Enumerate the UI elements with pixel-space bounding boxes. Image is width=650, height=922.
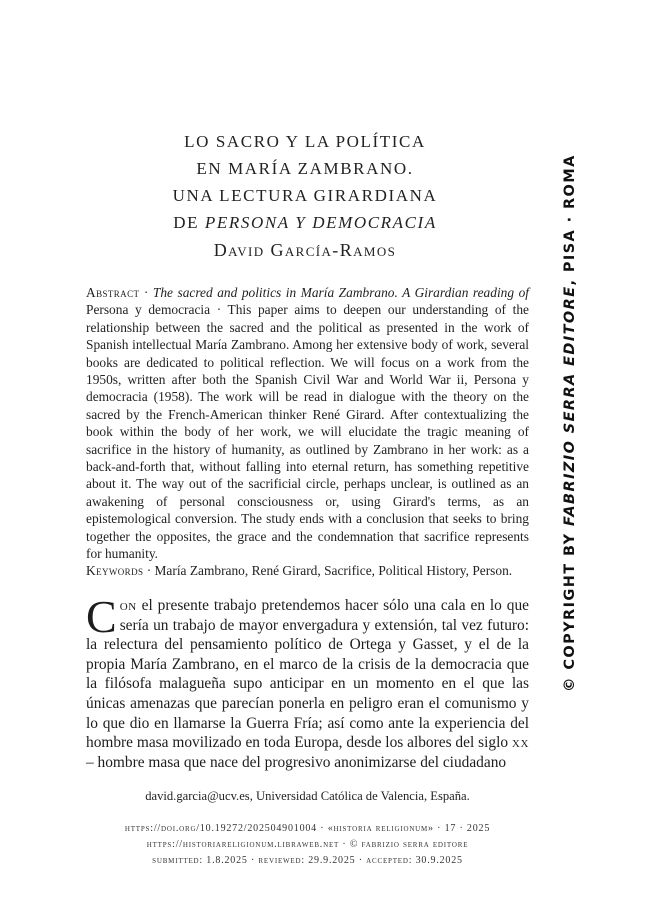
drop-cap: C <box>86 591 117 642</box>
title-line-4-prefix: DE <box>173 213 205 232</box>
century-numeral: xx <box>511 734 529 752</box>
author-affiliation-footnote: david.garcia@ucv.es, Universidad Católica de Valencia, España. <box>145 789 470 803</box>
keywords-label: Keywords <box>86 563 144 578</box>
author-name: David García-Ramos <box>213 240 397 260</box>
article-title <box>120 128 490 236</box>
title-line-3: UNA LECTURA GIRARDIANA <box>172 186 438 205</box>
abstract <box>86 284 529 563</box>
abstract-english-title: The sacred and politics in María Zambrano. A Girardian reading of <box>152 285 529 300</box>
body-text-a: el presente trabajo pretendemos hacer sólo una cala en lo que sería un trabajo de mayor envergadura y extensión, tal vez futuro: la relectura del pensamiento político de Ortega y Gasset, y el de la propia María Zambrano, en el marco de la crisis de la democracia que la filósofa malagueña supo anticipar en un momento en el que las únicas amenazas que parecían ponerla en peligro eran el comunismo y lo que dio en llamarse la Guerra Fría; así como ante la experiencia del hombre masa movilizado en toda Europa, desde los albores del siglo <box>86 597 529 752</box>
copyright-publisher: FABRIZIO SERRA EDITORE <box>562 285 578 526</box>
colophon-doi-line: https://doi.org/10.19272/202504901004 · «historia religionum» · 17 · 2025 <box>124 823 491 834</box>
colophon-dates-line: submitted: 1.8.2025 · reviewed: 29.9.2025 · accepted: 30.9.2025 <box>152 855 463 866</box>
abstract-separator: · <box>139 285 153 300</box>
first-word-rest: on <box>119 597 137 614</box>
title-line-4-italic: PERSONA Y DEMOCRACIA <box>204 213 437 232</box>
copyright-suffix: , PISA · ROMA <box>562 154 578 286</box>
title-line-1: LO SACRO Y LA POLÍTICA <box>184 132 426 151</box>
copyright-prefix: © COPYRIGHT BY <box>562 526 578 692</box>
keywords-text: · María Zambrano, René Girard, Sacrifice, Political History, Person. <box>143 563 513 578</box>
title-line-2: EN MARÍA ZAMBRANO. <box>196 159 414 178</box>
abstract-text: Persona y democracia · This paper aims to deepen our understanding of the relationship between the sacred and the political as presented in the work of Spanish intellectual María Zambrano. Among her extensive body of work, several books are dedicated to political reflection. We will focus on a work from the 1950s, written after both the Spanish Civil War and World War ii, Persona y democracia (1958). The work will be read in dialogue with the theory on the sacred by the French-American thinker René Girard. After contextualizing the book within the body of her work, we will elucidate the tragic meaning of sacrifice in the history of humanity, as outlined by Zambrano in her work: as a back-and-forth that, without falling into eternal return, has something repetitive about it. The way out of the sacrificial circle, perhaps unclear, is outlined as an awakening of personal consciousness or, using Girard's terms, as an epistemological conversion. The study ends with a conclusion that seeks to bring together the opposites, the grace and the condemnation that sacrifice represents for humanity. <box>86 302 529 562</box>
body-text-b: – hombre masa que nace del progresivo anonimizarse del ciudadano <box>86 753 507 771</box>
side-copyright-notice <box>559 154 581 692</box>
colophon-url-line: https://historiareligionum.libraweb.net · © fabrizio serra editore <box>146 839 469 850</box>
body-paragraph <box>86 591 529 772</box>
keywords <box>86 562 529 579</box>
abstract-label: Abstract <box>86 285 140 300</box>
title-line-4 <box>120 209 490 236</box>
